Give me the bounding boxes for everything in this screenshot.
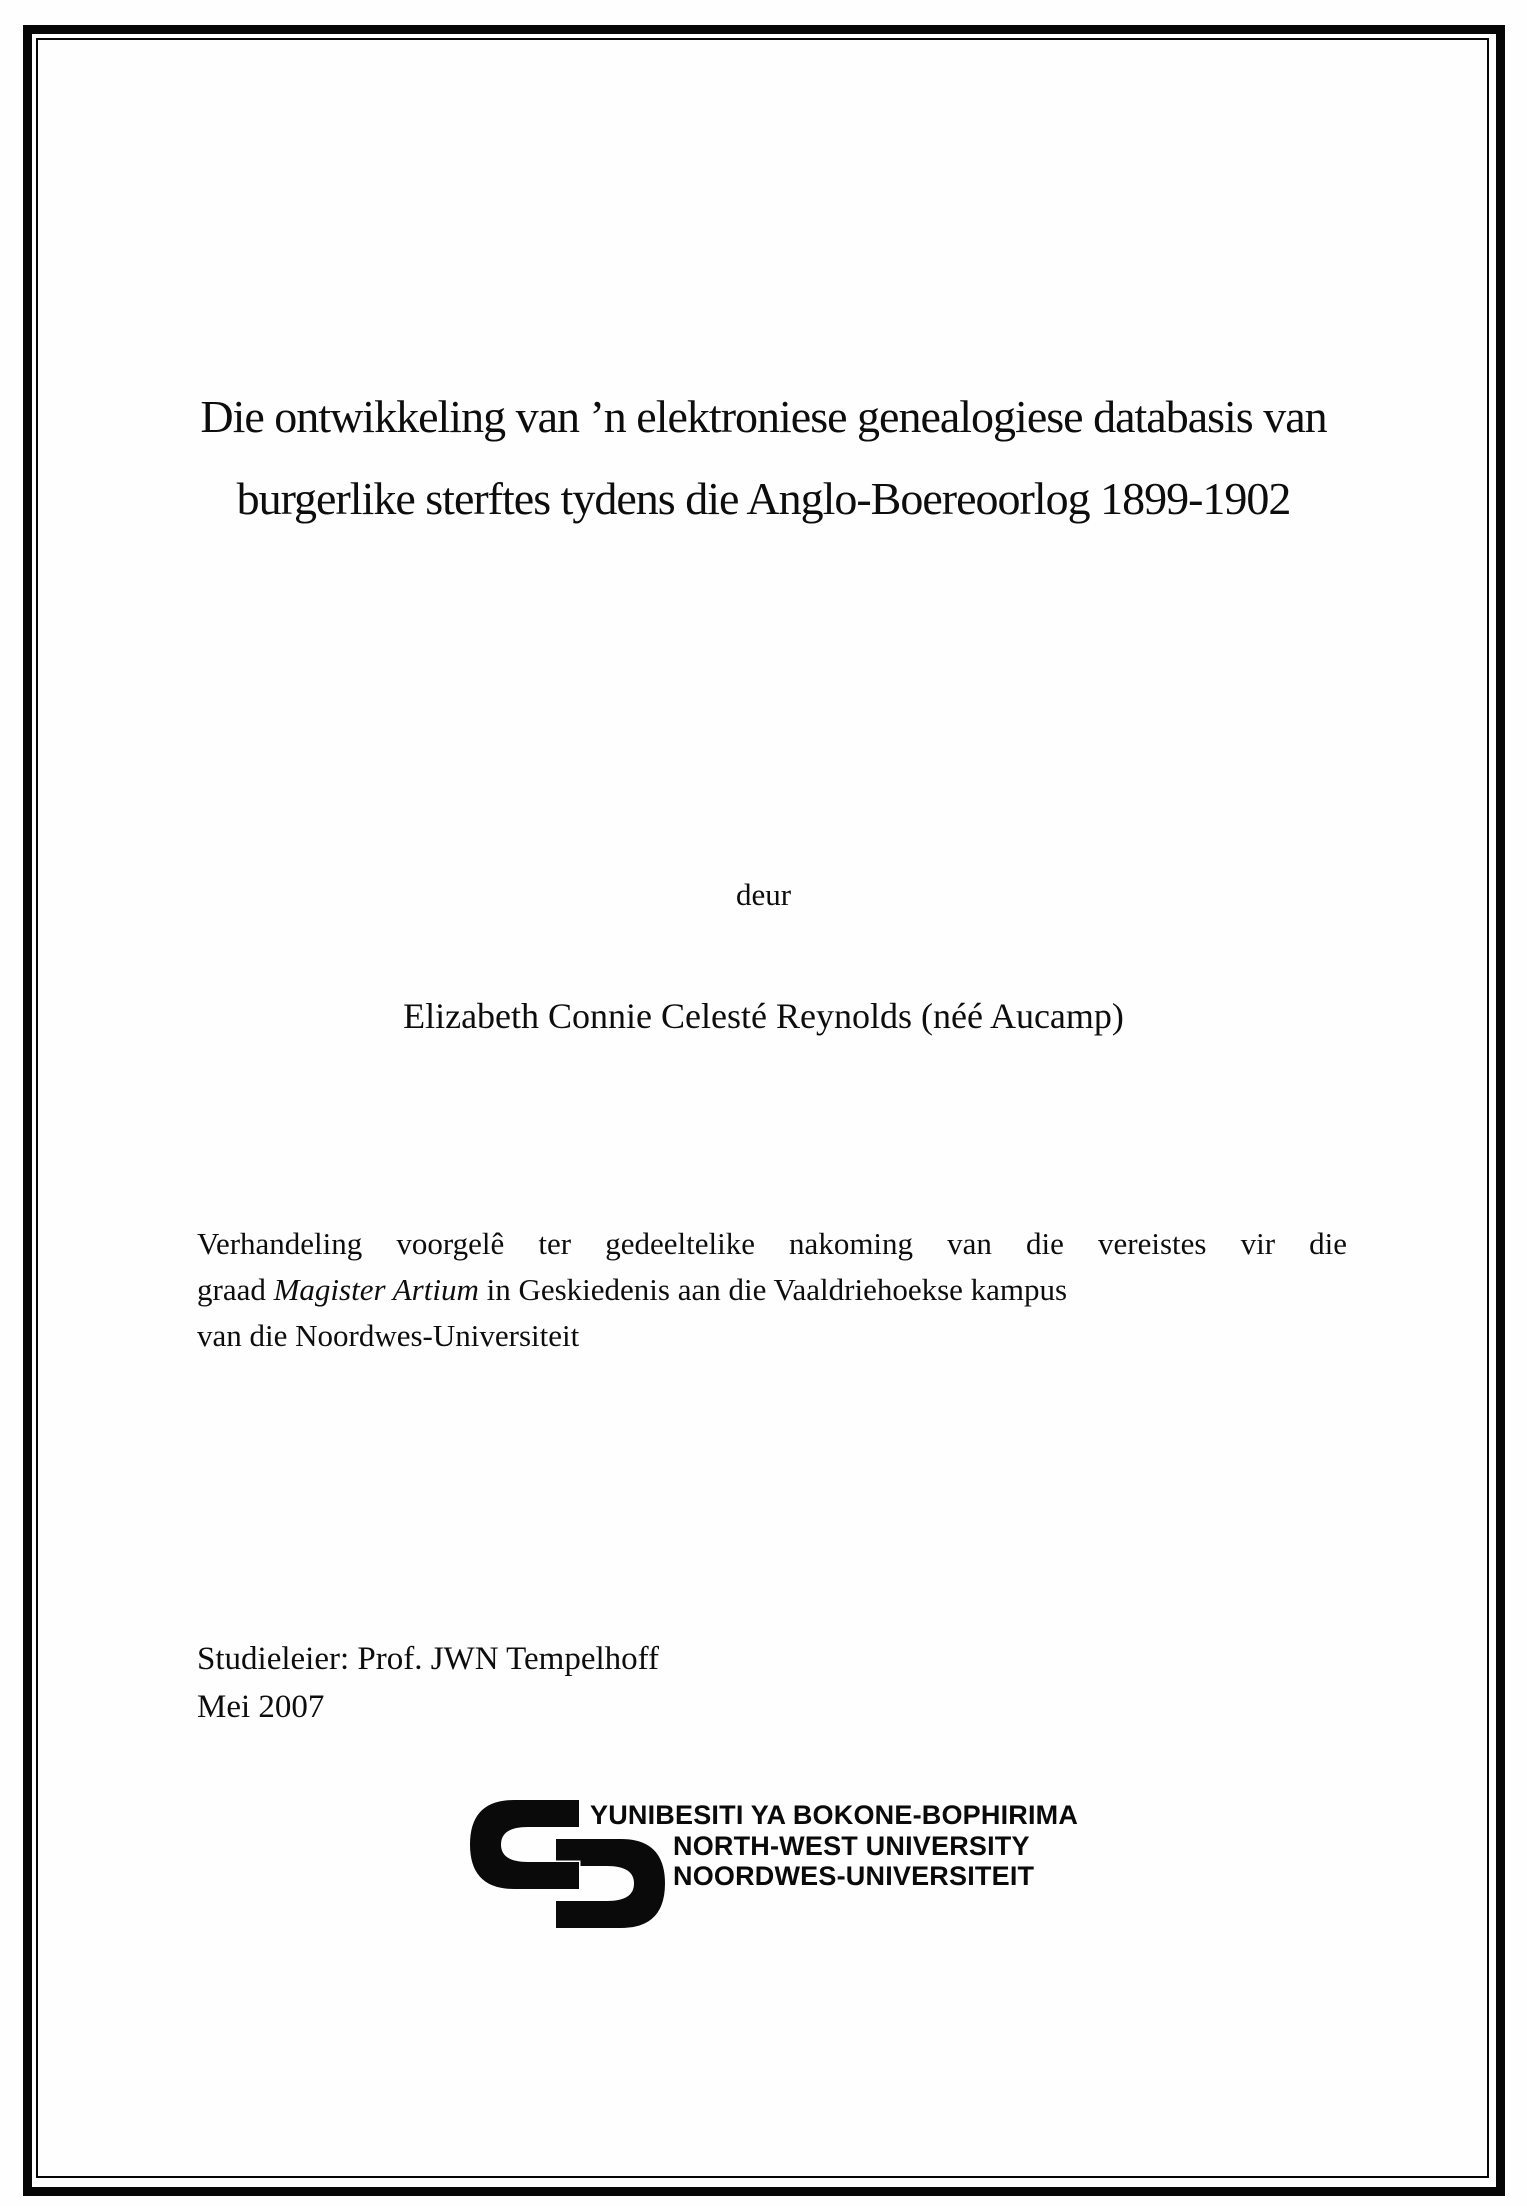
- date-line: Mei 2007: [197, 1689, 325, 1725]
- supervisor-line: Studieleier: Prof. JWN Tempelhoff: [197, 1641, 660, 1677]
- logo-text-line-2: NORTH-WEST UNIVERSITY: [673, 1831, 1030, 1861]
- degree-name-italic: Magister Artium: [273, 1272, 479, 1307]
- degree-statement-line-3: van die Noordwes-Universiteit: [197, 1318, 580, 1353]
- logo-text-line-1: YUNIBESITI YA BOKONE-BOPHIRIMA: [590, 1800, 1079, 1830]
- thesis-title: [0, 376, 1527, 540]
- degree-statement-line-1: Verhandeling voorgelê ter gedeeltelike nakoming van die vereistes vir die: [197, 1226, 1347, 1261]
- logo-text-line-3: NOORDWES-UNIVERSITEIT: [673, 1861, 1035, 1891]
- degree-statement-line-2-pre: graad: [197, 1272, 274, 1307]
- supervisor-block: [197, 1635, 659, 1731]
- author-name: Elizabeth Connie Celesté Reynolds (néé Aucamp): [403, 996, 1124, 1036]
- thesis-title-line-1: Die ontwikkeling van ’n elektroniese genealogiese databasis van: [200, 391, 1327, 442]
- university-logo: [470, 1797, 1110, 1957]
- degree-statement: [197, 1221, 1347, 1359]
- degree-statement-line-2-post: in Geskiedenis aan die Vaaldriehoekse kampus: [478, 1272, 1068, 1307]
- byline-deur: deur: [735, 877, 792, 912]
- thesis-title-line-2: burgerlike sterftes tydens die Anglo-Boereoorlog 1899-1902: [236, 473, 1291, 524]
- degree-statement-line-2: [197, 1267, 1347, 1313]
